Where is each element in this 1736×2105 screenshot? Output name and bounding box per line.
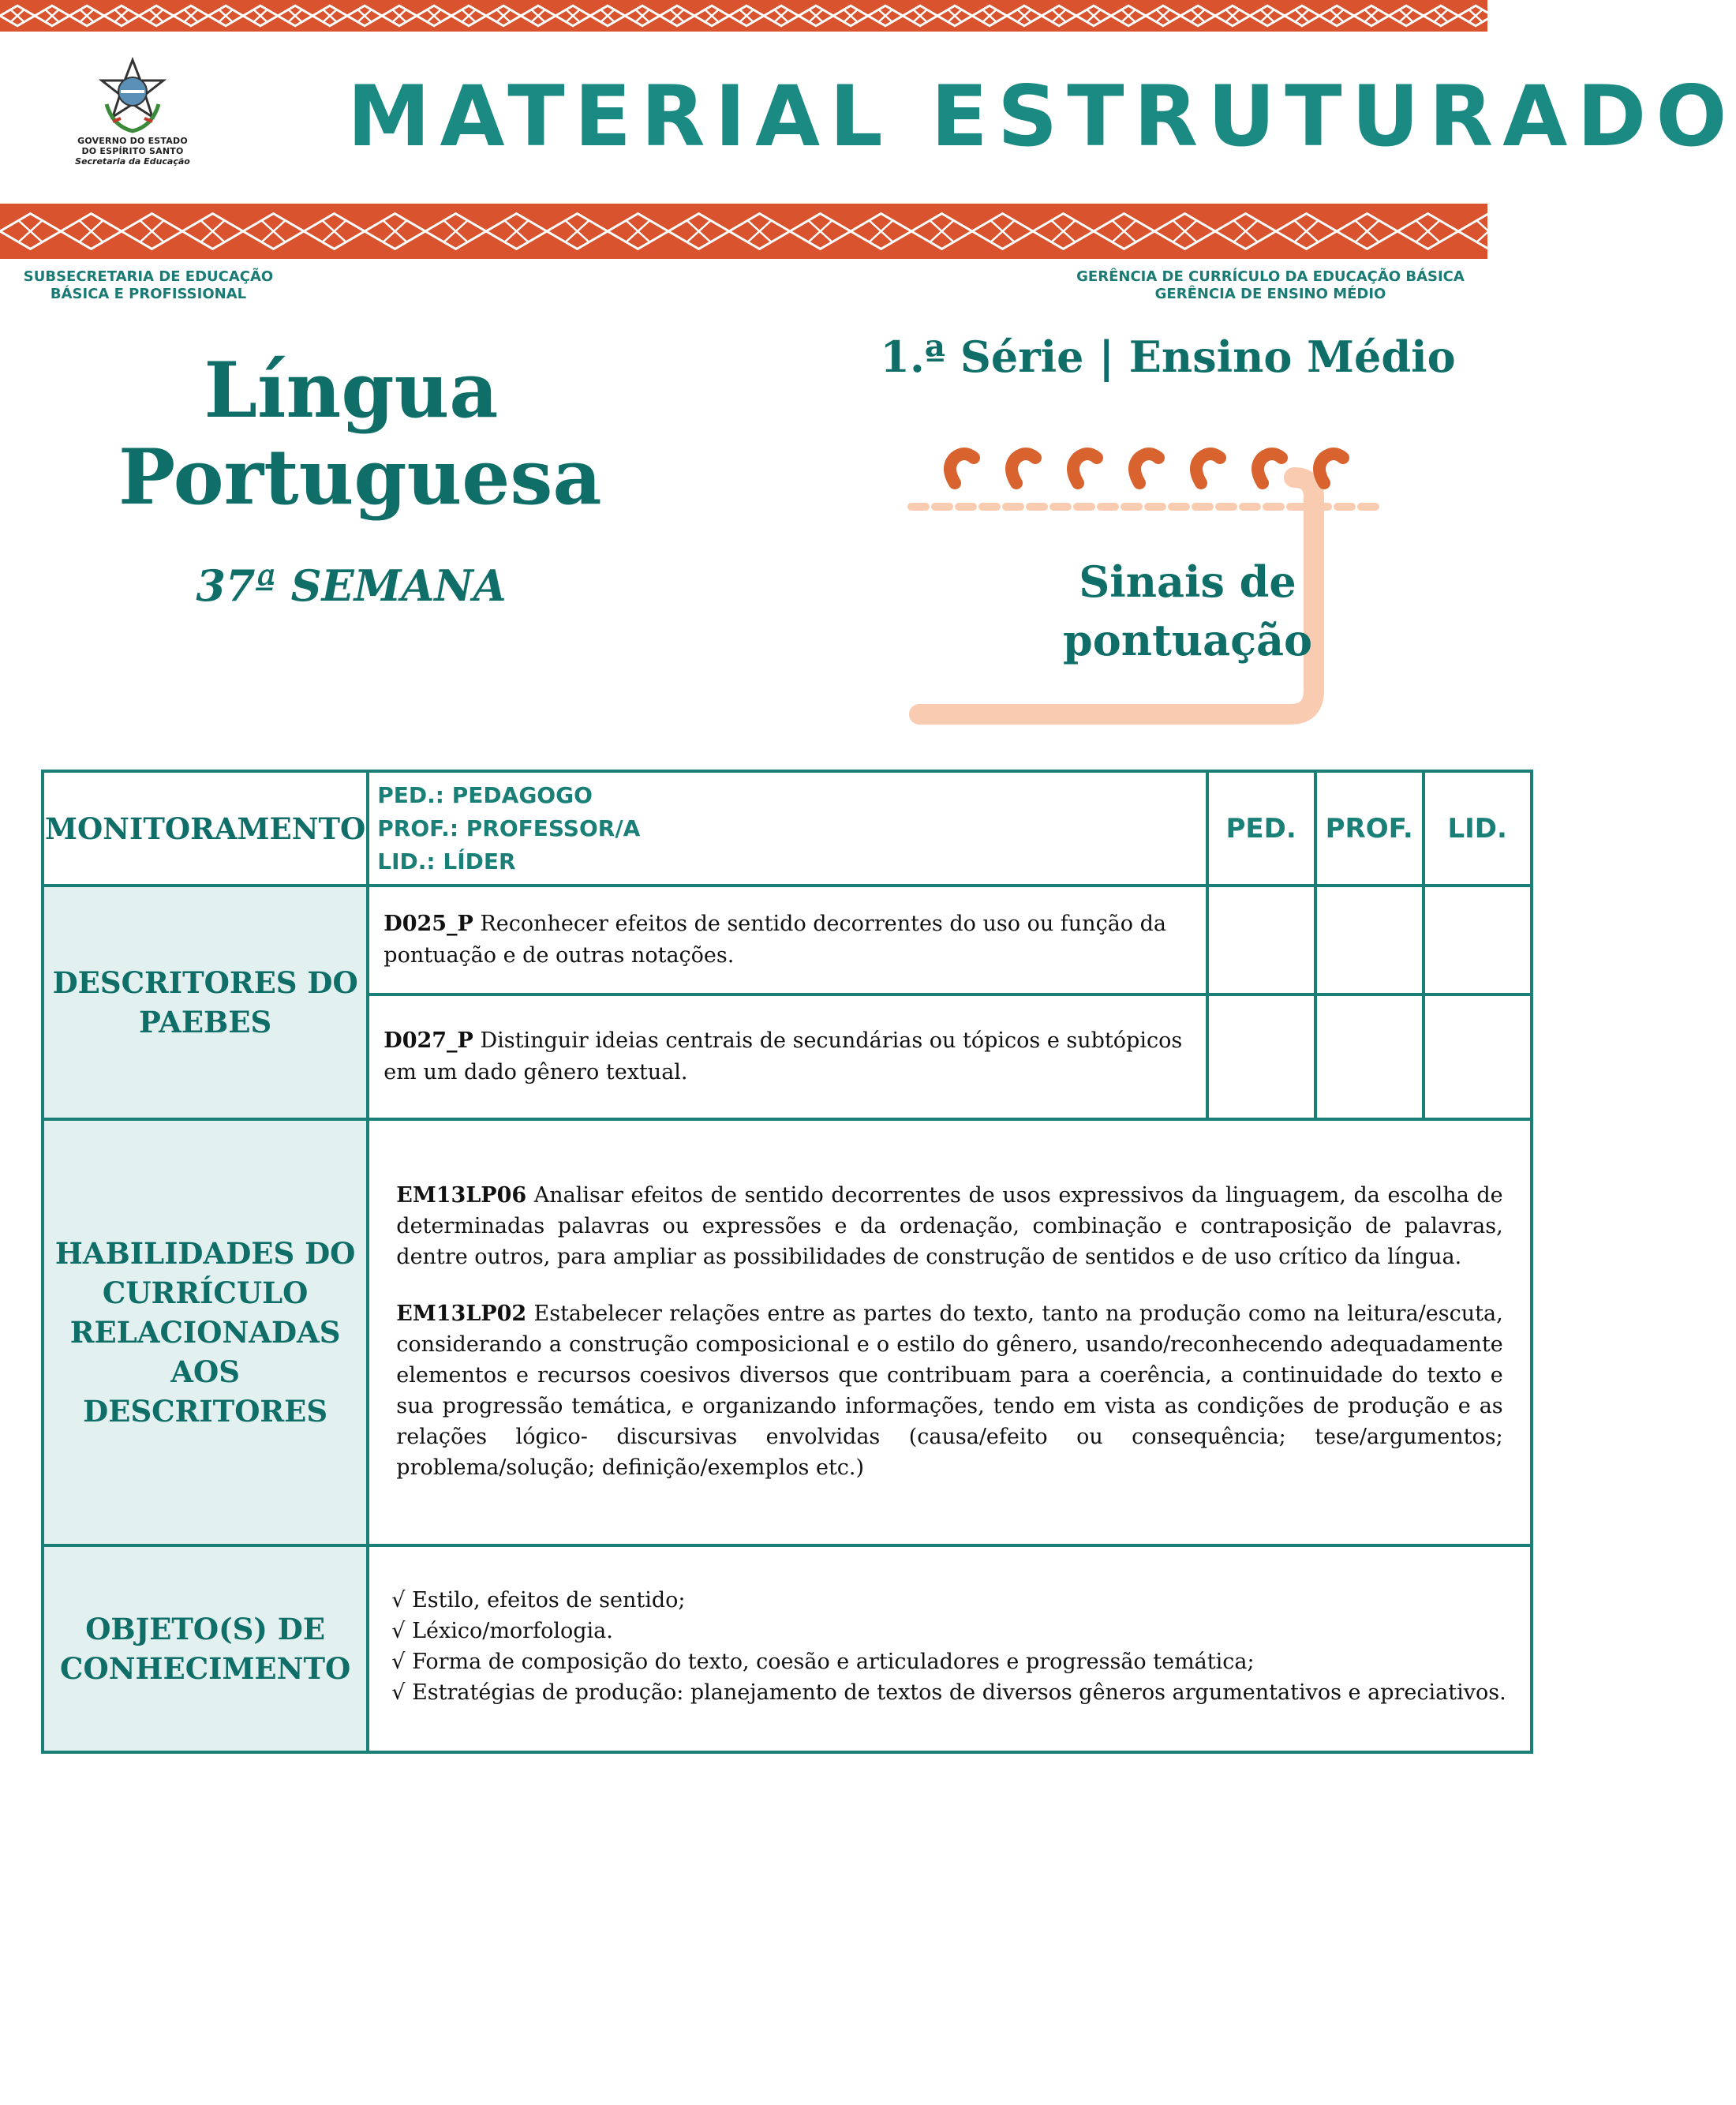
pattern-cross	[1087, 9, 1101, 22]
pattern-cross	[1121, 9, 1136, 22]
pattern-cross	[774, 9, 788, 22]
topic-line2: pontuação	[1062, 615, 1313, 665]
pattern-cross	[140, 220, 164, 242]
pattern-cross	[913, 9, 927, 22]
pattern-cross	[1295, 9, 1309, 22]
pattern-cross	[990, 220, 1015, 242]
zigzag-pattern	[0, 0, 1487, 32]
objetos-cell	[368, 1545, 1531, 1752]
pattern-cross	[948, 9, 962, 22]
logo-text-line3: Secretaria da Educação	[75, 156, 190, 167]
pattern-cross	[1233, 220, 1258, 242]
week-label: 37ª SEMANA	[196, 560, 507, 611]
descritor-d025	[368, 886, 1207, 994]
top-pattern-band	[0, 0, 1487, 32]
descritor-text: Reconhecer efeitos de sentido decorrentes do uso ou função da pontuação e de outras notações.	[383, 912, 1167, 968]
series-label: 1.ª Série | Ensino Médio	[880, 331, 1456, 382]
gerencia-label	[1065, 268, 1476, 303]
pattern-cross	[114, 9, 129, 22]
pattern-cross	[747, 220, 772, 242]
objeto-item: √ Forma de composição do texto, coesão e articuladores e progressão temática;	[391, 1650, 1255, 1674]
check-cell-prof[interactable]	[1315, 886, 1424, 994]
habilidade-code: EM13LP06	[396, 1183, 527, 1208]
legend-ped: PED.: PEDAGOGO	[377, 781, 593, 808]
pattern-cross	[1173, 220, 1197, 242]
habilidade-em13lp06	[396, 1180, 1502, 1272]
coat-of-arms-icon	[97, 57, 168, 136]
pattern-cross	[670, 9, 684, 22]
legend-lid: LID.: LÍDER	[377, 848, 516, 875]
pattern-cross	[1416, 220, 1440, 242]
pattern-cross	[261, 220, 286, 242]
pattern-cross	[1330, 9, 1344, 22]
banner-title: MATERIAL ESTRUTURADO	[347, 68, 1736, 165]
check-cell-prof[interactable]	[1315, 994, 1424, 1119]
habilidade-code: EM13LP02	[396, 1302, 527, 1326]
subsecretaria-line2: BÁSICA E PROFISSIONAL	[50, 286, 247, 302]
pattern-cross	[982, 9, 997, 22]
pattern-cross	[1051, 220, 1076, 242]
habilidades-label: HABILIDADES DO CURRÍCULO RELACIONADAS AOS DESCRITORES	[43, 1119, 368, 1545]
logo-text-line2: DO ESPÍRITO SANTO	[81, 146, 184, 156]
pattern-cross	[10, 9, 24, 22]
pattern-cross	[462, 9, 476, 22]
pattern-cross	[200, 220, 225, 242]
subject-line1: Língua	[204, 346, 499, 435]
pattern-cross	[1225, 9, 1240, 22]
descritores-label: DESCRITORES DO PAEBES	[43, 886, 368, 1119]
objeto-item: √ Léxico/morfologia.	[391, 1619, 613, 1643]
pattern-cross	[1191, 9, 1205, 22]
pattern-cross	[687, 220, 711, 242]
pattern-cross	[1434, 9, 1448, 22]
subject-title	[118, 346, 602, 522]
column-header-ped: PED.	[1207, 771, 1315, 886]
pattern-cross	[322, 220, 346, 242]
table-row	[43, 1545, 1532, 1752]
descritor-code: D027_P	[383, 1028, 473, 1053]
pattern-cross	[1052, 9, 1066, 22]
pattern-cross	[45, 9, 59, 22]
check-cell-ped[interactable]	[1207, 994, 1315, 1119]
pattern-cross	[1260, 9, 1274, 22]
subject-line2: Portuguesa	[118, 433, 602, 522]
column-header-prof: PROF.	[1315, 771, 1424, 886]
zigzag-pattern	[0, 204, 1487, 259]
pattern-cross	[1355, 220, 1379, 242]
pattern-cross	[1294, 220, 1319, 242]
subsecretaria-line1: SUBSECRETARIA DE EDUCAÇÃO	[23, 268, 274, 285]
pattern-cross	[392, 9, 406, 22]
pattern-cross	[531, 9, 545, 22]
pattern-cross	[149, 9, 163, 22]
check-cell-ped[interactable]	[1207, 886, 1315, 994]
descritor-text: Distinguir ideias centrais de secundárias ou tópicos e subtópicos em um dado gênero textual.	[383, 1028, 1183, 1084]
pattern-cross	[869, 220, 893, 242]
subsecretaria-label	[22, 268, 275, 303]
pattern-cross	[504, 220, 529, 242]
check-cell-lid[interactable]	[1424, 886, 1532, 994]
objeto-item: √ Estratégias de produção: planejamento de textos de diversos gêneros argumentativos e apreciativos.	[391, 1680, 1506, 1705]
pattern-cross	[1112, 220, 1136, 242]
pattern-cross	[930, 220, 954, 242]
middle-pattern-band	[0, 204, 1487, 259]
pattern-cross	[600, 9, 615, 22]
habilidade-text: Estabelecer relações entre as partes do texto, tanto na produção como na leitura/escuta, considerando a construção composicional e o estilo do gênero, usando/reconhecendo adequadamente elementos e recursos coesivos diversos que contribuam para a coerência, a continuidade do texto e sua progressão temática, e organizando informações, tendo em vista as condições de produção e as relações lógico- discursivas envolvidas (causa/efeito ou consequência; tese/argumentos; problema/solução; definição/exemplos etc.)	[396, 1302, 1503, 1480]
topic-line1: Sinais de	[1079, 556, 1296, 607]
objetos-label: OBJETO(S) DE CONHECIMENTO	[43, 1545, 368, 1752]
pattern-cross	[1156, 9, 1170, 22]
pattern-cross	[705, 9, 719, 22]
pattern-cross	[80, 9, 94, 22]
pattern-cross	[253, 9, 268, 22]
pattern-cross	[808, 220, 832, 242]
descritor-code: D025_P	[383, 912, 473, 936]
table-row	[43, 771, 1532, 886]
table-row	[43, 1119, 1532, 1545]
legend-prof: PROF.: PROFESSOR/A	[377, 815, 641, 841]
pattern-cross	[427, 9, 441, 22]
pattern-cross	[1017, 9, 1031, 22]
pattern-cross	[1399, 9, 1413, 22]
topic-title	[978, 552, 1397, 669]
monitoring-table	[41, 770, 1533, 1754]
logo-text-line1: GOVERNO DO ESTADO	[77, 136, 188, 146]
pattern-cross	[1468, 9, 1483, 22]
pattern-cross	[565, 220, 589, 242]
pattern-cross	[496, 9, 511, 22]
habilidades-cell	[368, 1119, 1531, 1545]
pattern-cross	[1364, 9, 1379, 22]
pattern-cross	[1476, 220, 1501, 242]
habilidade-text: Analisar efeitos de sentido decorrentes de usos expressivos da linguagem, da escolha de determinadas palavras ou expressões e da ordenação, combinação e contraposição de palavras, dentre outros, para ampliar as possibilidades de construção de sentidos e de uso crítico da língua.	[396, 1183, 1503, 1269]
column-header-lid: LID.	[1424, 771, 1532, 886]
pattern-cross	[357, 9, 372, 22]
habilidade-em13lp02	[396, 1298, 1502, 1483]
pattern-cross	[739, 9, 754, 22]
pattern-cross	[844, 9, 858, 22]
pattern-cross	[443, 220, 468, 242]
legend-cell	[368, 771, 1207, 886]
pattern-cross	[809, 9, 823, 22]
pattern-cross	[288, 9, 302, 22]
pattern-cross	[79, 220, 103, 242]
pattern-cross	[184, 9, 198, 22]
check-cell-lid[interactable]	[1424, 994, 1532, 1119]
gerencia-line1: GERÊNCIA DE CURRÍCULO DA EDUCAÇÃO BÁSICA	[1076, 268, 1465, 285]
table-row	[43, 886, 1532, 994]
pattern-cross	[635, 9, 649, 22]
pattern-cross	[878, 9, 892, 22]
pattern-cross	[219, 9, 233, 22]
government-logo	[62, 57, 204, 191]
descritor-d027	[368, 994, 1207, 1119]
pattern-cross	[18, 220, 43, 242]
gerencia-line2: GERÊNCIA DE ENSINO MÉDIO	[1154, 286, 1386, 302]
pattern-cross	[383, 220, 407, 242]
monitoramento-label: MONITORAMENTO	[43, 771, 368, 886]
pattern-cross	[626, 220, 650, 242]
pattern-cross	[323, 9, 337, 22]
pattern-cross	[566, 9, 580, 22]
objeto-item: √ Estilo, efeitos de sentido;	[391, 1588, 686, 1612]
